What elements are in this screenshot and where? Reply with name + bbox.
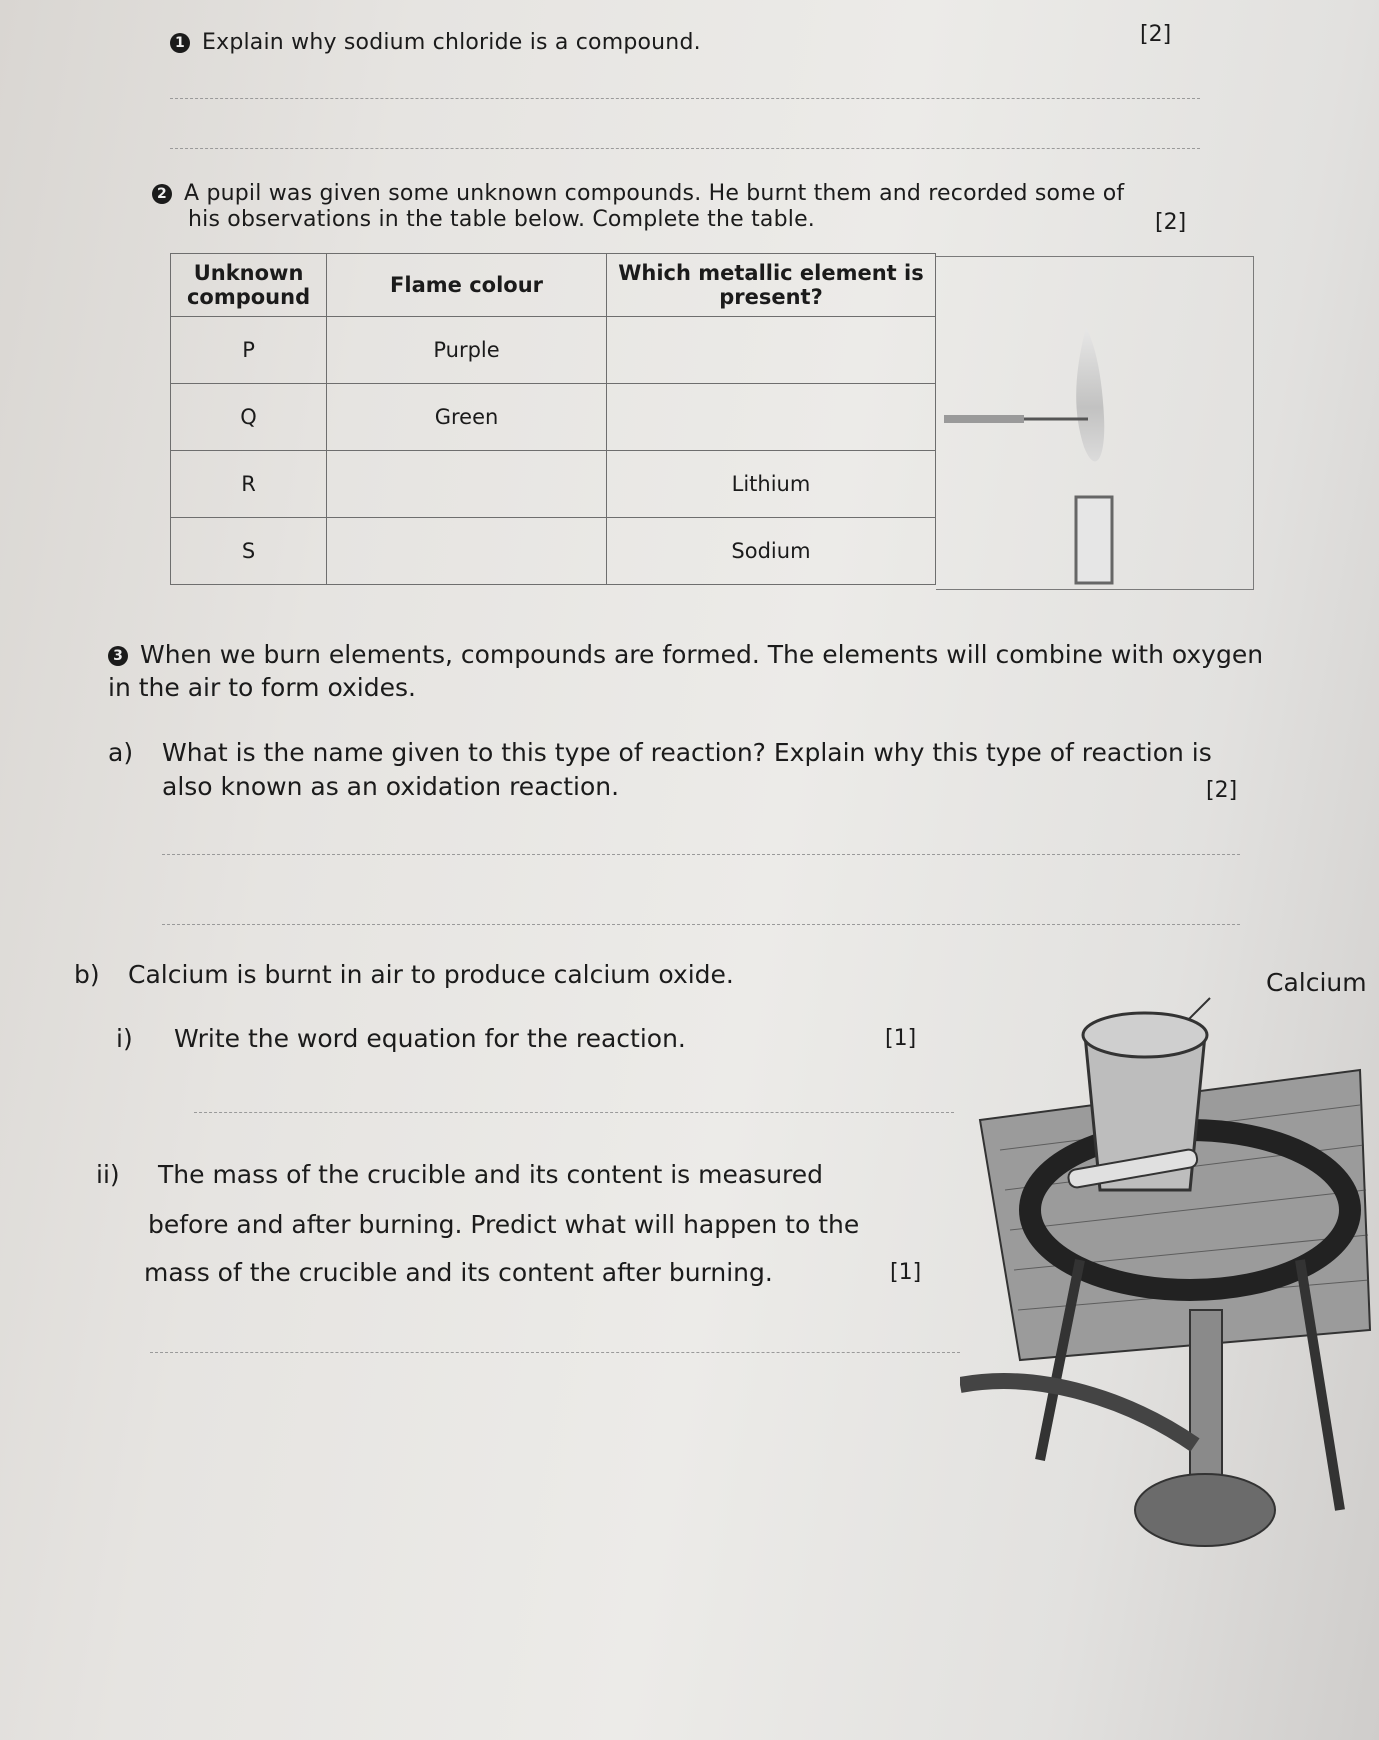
question-1-text: Explain why sodium chloride is a compound. (202, 30, 701, 55)
question-2-line-1: 2 A pupil was given some unknown compounds. He burnt them and recorded some of (152, 181, 1124, 206)
calcium-label: Calcium (1266, 968, 1367, 997)
gas-tube-icon (960, 1381, 1195, 1445)
question-number-1: 1 (170, 33, 190, 53)
question-3b-ii-line-3: mass of the crucible and its content after burning. (144, 1258, 773, 1287)
table-row (171, 518, 936, 585)
question-3b-i-label: i) (116, 1024, 133, 1053)
answer-line[interactable] (162, 924, 1240, 925)
question-3b-ii-marks: [1] (890, 1260, 922, 1285)
cell-compound: Q (171, 384, 327, 451)
question-3-intro-line-1: 3 When we burn elements, compounds are formed. The elements will combine with oxygen (108, 640, 1263, 669)
cell-element-answer[interactable] (606, 317, 935, 384)
question-3a-label: a) (108, 738, 134, 767)
question-1 (170, 30, 701, 55)
cell-flame-colour: Purple (327, 317, 607, 384)
crucible-rim-icon (1083, 1013, 1207, 1057)
question-3b-text: Calcium is burnt in air to produce calcium oxide. (128, 960, 734, 989)
cell-flame-colour: Green (327, 384, 607, 451)
question-3b-i-marks: [1] (885, 1026, 917, 1051)
question-3-intro-line-2: in the air to form oxides. (108, 673, 416, 702)
flame-test-illustration (936, 257, 1253, 589)
question-2-line-2: his observations in the table below. Complete the table. (188, 207, 815, 232)
question-3b-ii-line-1: The mass of the crucible and its content is measured (158, 1160, 824, 1189)
question-3b-label: b) (74, 960, 100, 989)
answer-line[interactable] (170, 98, 1200, 99)
cell-compound: S (171, 518, 327, 585)
bunsen-burner-icon (1190, 1310, 1222, 1480)
question-number-3: 3 (108, 646, 128, 666)
question-3b-i-text: Write the word equation for the reaction. (174, 1024, 686, 1053)
table-row (171, 384, 936, 451)
question-1-marks: [2] (1140, 22, 1172, 47)
question-3a-marks: [2] (1206, 778, 1238, 803)
observations-table (170, 253, 936, 585)
cell-flame-colour-answer[interactable] (327, 451, 607, 518)
cell-element-answer[interactable] (606, 384, 935, 451)
table-row (171, 451, 936, 518)
cell-flame-colour-answer[interactable] (327, 518, 607, 585)
answer-line[interactable] (150, 1352, 960, 1353)
table-header-row (171, 254, 936, 317)
cell-compound: R (171, 451, 327, 518)
cell-compound: P (171, 317, 327, 384)
crucible-apparatus-illustration (960, 990, 1379, 1660)
answer-line[interactable] (162, 854, 1240, 855)
question-3b-ii-label: ii) (96, 1160, 120, 1189)
cell-element: Lithium (606, 451, 935, 518)
worksheet-page (30, 0, 1379, 1740)
answer-line[interactable] (194, 1112, 954, 1113)
flame-test-image-box (936, 256, 1254, 590)
burner-base-icon (1135, 1474, 1275, 1546)
question-3a-line-2: also known as an oxidation reaction. (162, 772, 620, 801)
table-row (171, 317, 936, 384)
header-unknown-compound: Unknown compound (171, 254, 327, 317)
question-2-marks: [2] (1155, 210, 1187, 235)
header-metallic-element: Which metallic element is present? (606, 254, 935, 317)
cell-element: Sodium (606, 518, 935, 585)
bunsen-burner-icon (1076, 497, 1112, 583)
question-3a-line-1: What is the name given to this type of reaction? Explain why this type of reaction is (162, 738, 1212, 767)
wire-loop-handle-icon (944, 415, 1024, 423)
answer-line[interactable] (170, 148, 1200, 149)
flame-icon (1076, 327, 1104, 461)
question-3b-ii-line-2: before and after burning. Predict what will happen to the (148, 1210, 860, 1239)
question-number-2: 2 (152, 184, 172, 204)
header-flame-colour: Flame colour (327, 254, 607, 317)
